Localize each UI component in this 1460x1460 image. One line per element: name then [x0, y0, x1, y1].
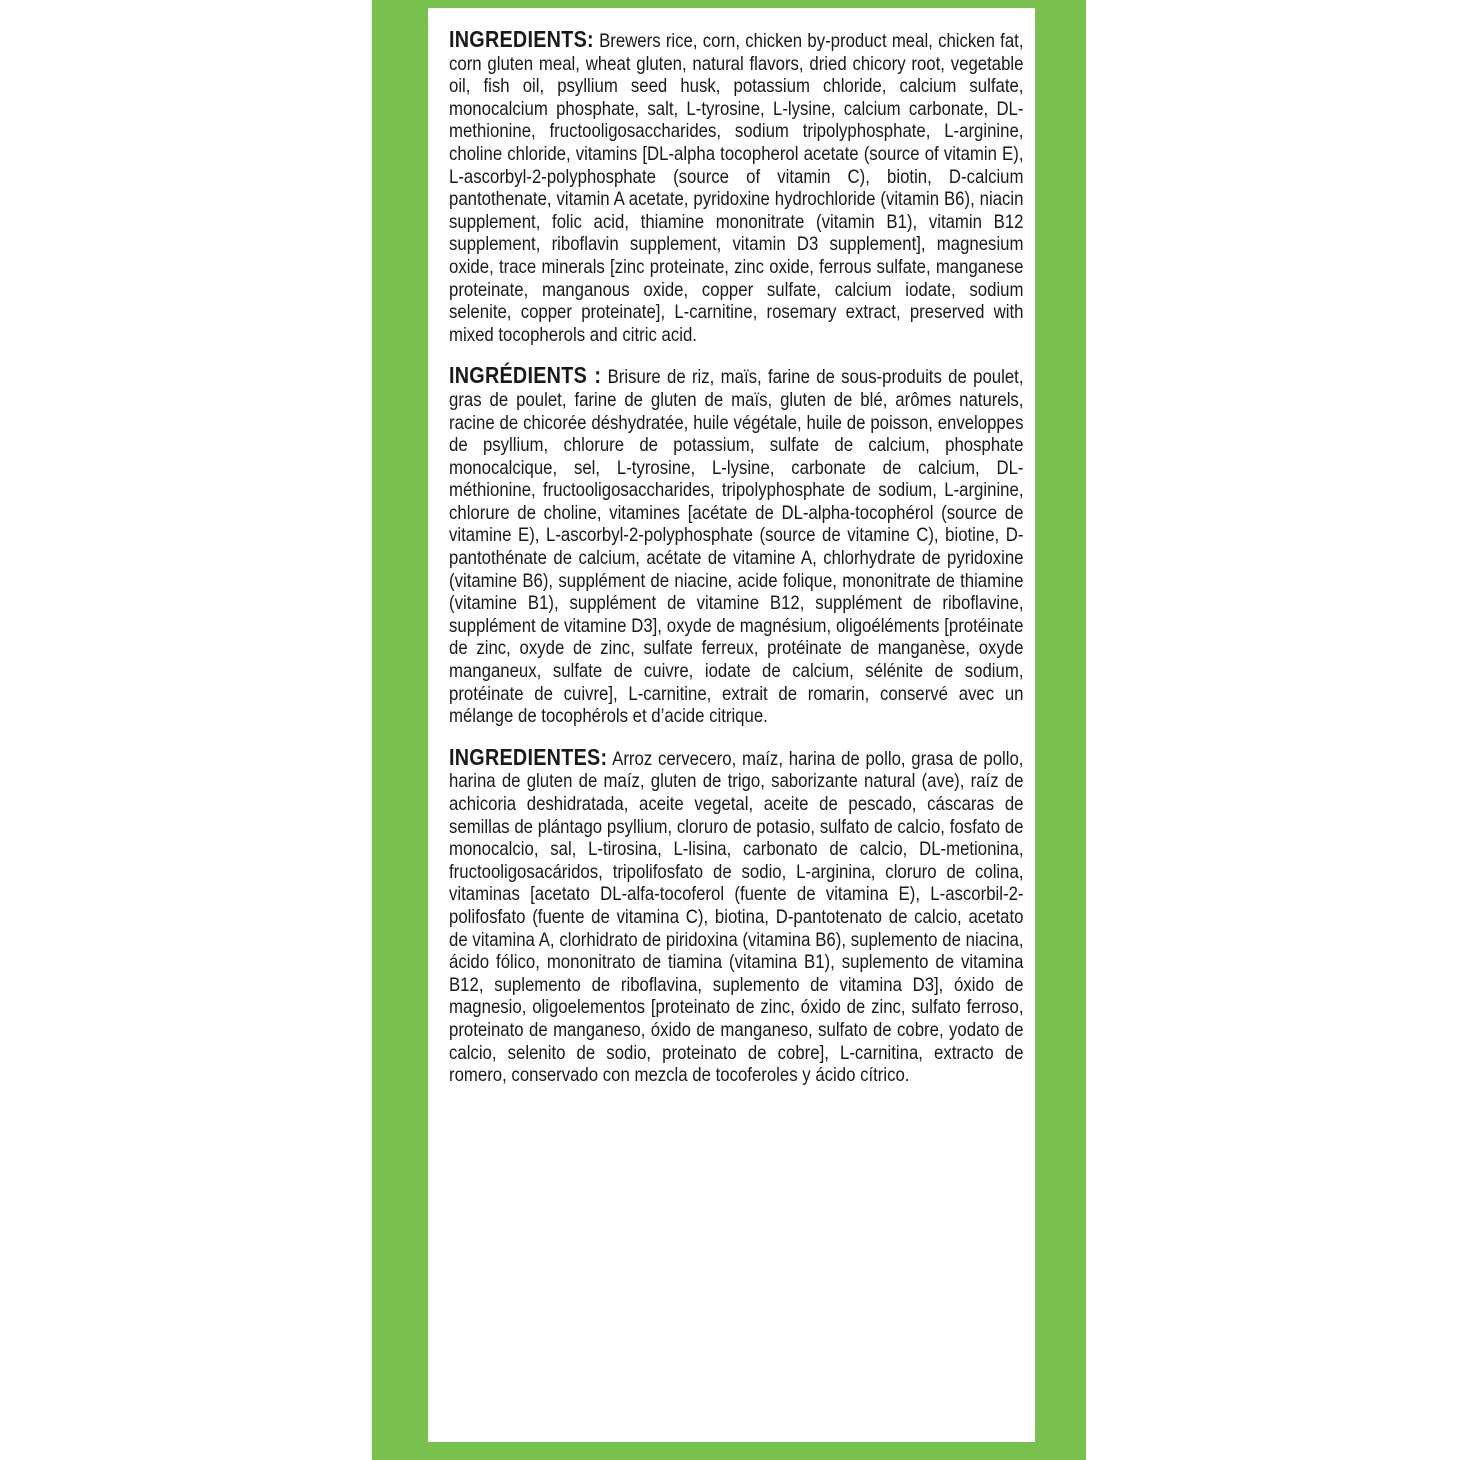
- ingredients-french: [449, 364, 1023, 728]
- ingredients-english-body: Brewers rice, corn, chicken by-product meal, chicken fat, corn gluten meal, wheat gluten, natural flavors, dried chicory root, vegetable oil, fish oil, psyllium seed husk, potassium chloride, calcium sulfate, monocalcium phosphate, salt, L-tyrosine, L-lysine, calcium carbonate, DL-methionine, fructooligosaccharides, sodium tripolyphosphate, L-arginine, choline chloride, vitamins [DL-alpha tocopherol acetate (source of vitamin E), L-ascorbyl-2-polyphosphate (source of vitamin C), biotin, D-calcium pantothenate, vitamin A acetate, pyridoxine hydrochloride (vitamin B6), niacin supplement, folic acid, thiamine mononitrate (vitamin B1), vitamin B12 supplement, riboflavin supplement, vitamin D3 supplement], magnesium oxide, trace minerals [zinc proteinate, zinc oxide, ferrous sulfate, manganese proteinate, manganous oxide, copper sulfate, calcium iodate, sodium selenite, copper proteinate], L-carnitine, rosemary extract, preserved with mixed tocopherols and citric acid.: [449, 30, 1024, 346]
- ingredients-french-heading: INGRÉDIENTS :: [449, 362, 602, 389]
- ingredients-text: [449, 26, 1024, 1105]
- ingredients-french-body: Brisure de riz, maïs, farine de sous-produits de poulet, gras de poulet, farine de gluten de maïs, gluten de blé, arômes naturels, racine de chicorée déshydratée, huile végétale, huile de poisson, enveloppes de psyllium, chlorure de potassium, sulfate de calcium, phosphate monocalcique, sel, L-tyrosine, L-lysine, carbonate de calcium, DL-méthionine, fructooligosaccharides, tripolyphosphate de sodium, L-arginine, chlorure de choline, vitamines [acétate de DL-alpha-tocophérol (source de vitamine E), L-ascorbyl-2-polyphosphate (source de vitamine C), biotine, D-pantothénate de calcium, acétate de vitamine A, chlorhydrate de pyridoxine (vitamine B6), supplément de niacine, acide folique, mononitrate de thiamine (vitamine B1), supplément de vitamine B12, supplément de riboflavine, supplément de vitamine D3], oxyde de magnésium, oligoéléments [protéinate de zinc, oxyde de zinc, sulfate ferreux, protéinate de manganèse, oxyde manganeux, sulfate de cuivre, iodate de calcium, sélénite de sodium, protéinate de cuivre], L-carnitine, extrait de romarin, conservé avec un mélange de tocophérols et d’acide citrique.: [449, 366, 1024, 728]
- ingredients-english: [449, 28, 1023, 346]
- ingredients-english-heading: INGREDIENTS:: [449, 26, 594, 52]
- ingredients-spanish-heading: INGREDIENTES:: [449, 743, 608, 770]
- ingredients-spanish-body: Arroz cervecero, maíz, harina de pollo, grasa de pollo, harina de gluten de maíz, gluten de trigo, saborizante natural (ave), raíz de achicoria deshidratada, aceite vegetal, aceite de pescado, cáscaras de semillas de plántago psyllium, cloruro de potasio, sulfato de calcio, fosfato de monocalcio, sal, L-tirosina, L-lisina, carbonato de calcio, DL-metionina, fructooligosacáridos, tripolifosfato de sodio, L-arginina, cloruro de colina, vitaminas [acetato DL-alfa-tocoferol (fuente de vitamina E), L-ascorbil-2-polifosfato (fuente de vitamina C), biotina, D-pantotenato de calcio, acetato de vitamina A, clorhidrato de piridoxina (vitamina B6), suplemento de niacina, ácido fólico, mononitrato de tiamina (vitamina B1), suplemento de vitamina B12, suplemento de riboflavina, suplemento de vitamina D3], óxido de magnesio, oligoelementos [proteinato de zinc, óxido de zinc, sulfato ferroso, proteinato de manganeso, óxido de manganeso, sulfato de cobre, yodato de calcio, selenito de sodio, proteinato de cobre], L-carnitina, extracto de romero, conservado con mezcla de tocoferoles y ácido cítrico.: [449, 747, 1024, 1087]
- ingredients-spanish: [449, 743, 1024, 1087]
